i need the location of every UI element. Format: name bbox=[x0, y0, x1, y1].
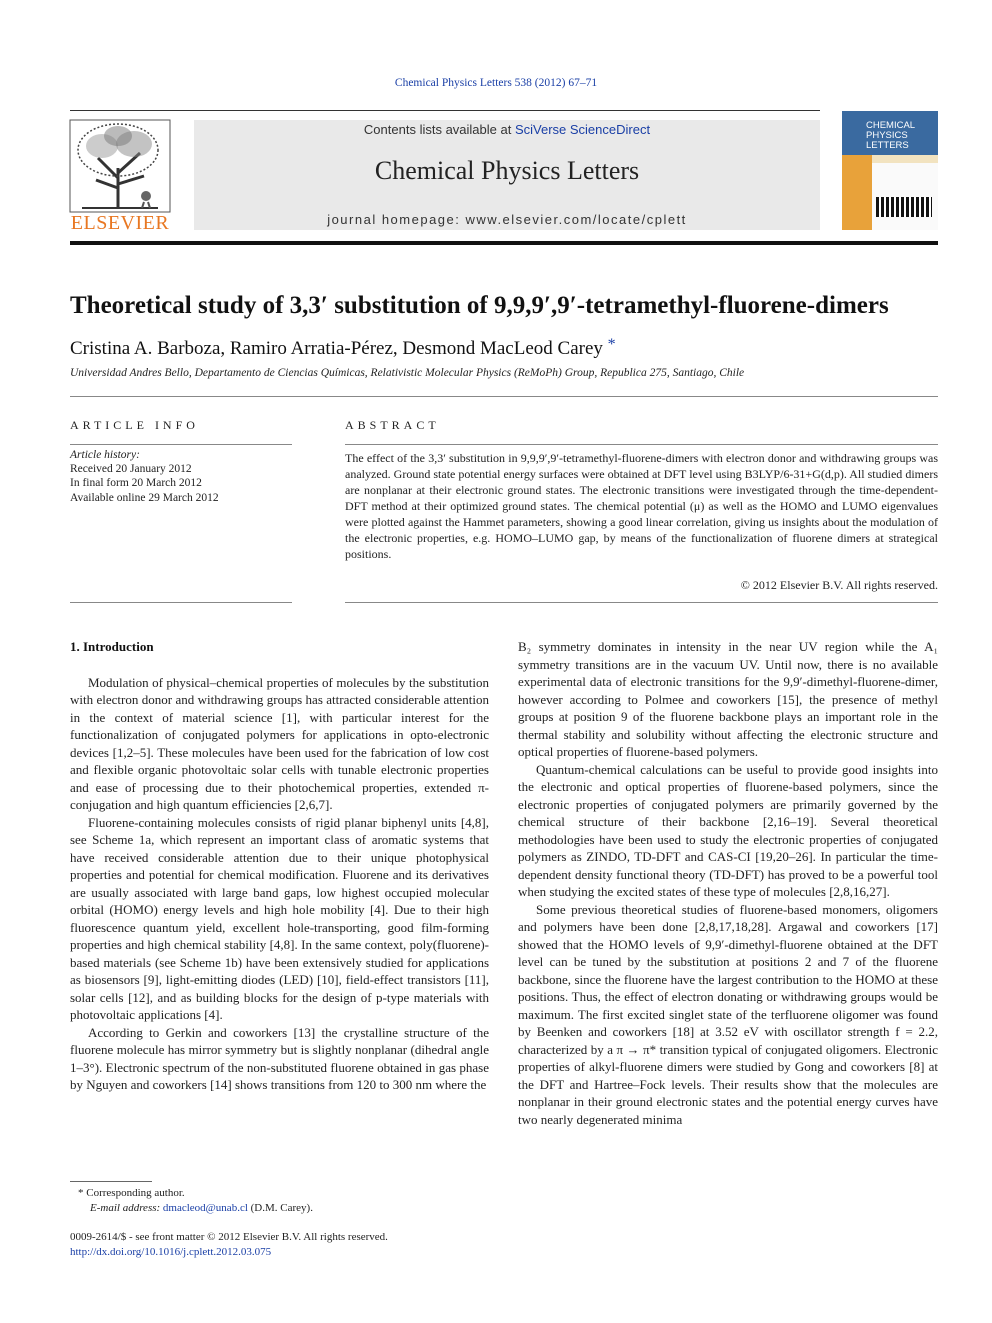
abstract-heading: ABSTRACT bbox=[345, 418, 440, 432]
abstract-rule bbox=[345, 444, 938, 445]
article-info-bottom-rule bbox=[70, 602, 292, 603]
affiliation: Universidad Andres Bello, Departamento de Ciencias Químicas, Relativistic Molecular Physics (ReMoPh) Group, Republica 275, Santiago, Chile bbox=[70, 367, 745, 379]
history-label: Article history: bbox=[70, 449, 140, 461]
body-right-column bbox=[518, 638, 938, 1128]
abstract-text: The effect of the 3,3′ substitution in 9,9,9′,9′-tetramethyl-fluorene-dimers with electron donor and withdrawing groups was analyzed. Ground state potential energy surfaces were obtained at DFT level using B3LYP/6-31+G(d,p). All studied dimers are nonplanar at their electronic ground states. The electronic transitions were investigated through the time-dependent-DFT method at their optimized ground states. The chemical potential (μ) as well as the HOMO and LUMO eigenvalues were plotted against the Hammet parameters, showing a good linear correlation, giving us insights about the modulation of the electronic properties, e.g. HOMO–LUMO gap, by means of the functionalization of fluorene dimers at strategical positions. bbox=[345, 451, 938, 561]
article-info-heading: ARTICLE INFO bbox=[70, 418, 199, 432]
cover-barcode-graphic bbox=[876, 197, 932, 217]
body-paragraph: Some previous theoretical studies of fluorene-based monomers, oligomers and polymers have been done [2,8,17,18,28]. Argawal and coworkers [17] showed that the HOMO levels of 9,9′-dimethyl-fluorene obtained at the DFT level can be tuned by the substitution at positions 2 and 7 of the fluorene backbone, since the fluorene have the largest contribution to the HOMO at these positions. Thus, the effect of electron donating or withdrawing groups would be maximum. The first excited singlet state of the terfluorene oligomer was found by Beenken and coworkers [18] at 3.52 eV with oscillator strength f = 2.2, characterized by a π → π* transition typical of conjugated oligomers. Electronic properties of alkyl-fluorene dimers were studied by Gong and coworkers [8] at the DFT and Hartree–Fock levels. Their results show that the molecules are nonplanar in their ground electronic states and the potential energy curves have two nearly degenerated minima bbox=[518, 901, 938, 1127]
cover-title-line: PHYSICS bbox=[866, 130, 908, 141]
footnote-rule bbox=[70, 1181, 152, 1182]
corresponding-author-note: * Corresponding author. bbox=[78, 1187, 185, 1199]
issn-line: 0009-2614/$ - see front matter © 2012 Elsevier B.V. All rights reserved. bbox=[70, 1231, 388, 1243]
header-thick-rule bbox=[70, 241, 938, 245]
cover-orange-band bbox=[842, 155, 872, 230]
cover-title-line: LETTERS bbox=[866, 140, 909, 151]
homepage-prefix: journal homepage: bbox=[327, 212, 466, 227]
footnotes bbox=[70, 1186, 313, 1216]
contents-line bbox=[194, 122, 820, 137]
body-paragraph: According to Gerkin and coworkers [13] the crystalline structure of the fluorene molecule has mirror symmetry but is slightly nonplanar (dihedral angle 1–3°). Electronic spectrum of the non-substituted fluorene obtained in gas phase by Nguyen and coworkers [14] shows transitions from 120 to 300 nm where the bbox=[70, 1024, 489, 1092]
contents-prefix: Contents lists available at bbox=[363, 122, 515, 137]
authors-text: Cristina A. Barboza, Ramiro Arratia-Pérez, Desmond MacLeod Carey bbox=[70, 338, 603, 359]
email-label: E-mail address: bbox=[90, 1202, 163, 1214]
article-title: Theoretical study of 3,3′ substitution of 9,9,9′,9′-tetramethyl-fluorene-dimers bbox=[70, 292, 889, 319]
body-paragraph: Fluorene-containing molecules consists of rigid planar biphenyl units [4,8], see Scheme 1a, which represent an important class of aromatic systems that have received considerable attention due to their unique photophysical properties and potential for chemical modification. Fluorene and its derivatives are usually associated with large band gaps, low highest occupied molecular orbital (HOMO) energy levels and high hole mobility [4]. Due to their high fluorescence quantum yield, excellent hole-transporting, good film-forming properties and high chemical stability [4,8]. In the same context, poly(fluorene)-based materials (see Scheme 1b) have been extensively studied for applications as biosensors [9], light-emitting diodes (LED) [10], field-effect transistors [11], solar cells [12], and as building blocks for the design of p-type materials with photovoltaic applications [4]. bbox=[70, 814, 489, 1022]
header-divider bbox=[70, 110, 820, 111]
journal-title[interactable]: Chemical Physics Letters bbox=[374, 156, 640, 185]
corresponding-author-mark[interactable]: * bbox=[607, 336, 616, 353]
journal-banner bbox=[194, 120, 820, 230]
elsevier-tree-icon bbox=[68, 118, 172, 214]
section-divider bbox=[70, 396, 938, 397]
cover-title-line: CHEMICAL bbox=[866, 120, 916, 131]
received-date: Received 20 January 2012 bbox=[70, 463, 192, 476]
journal-cover-thumbnail[interactable] bbox=[842, 111, 938, 230]
online-date: Available online 29 March 2012 bbox=[70, 491, 219, 504]
body-left-column bbox=[70, 638, 489, 1094]
email-suffix: (D.M. Carey). bbox=[247, 1202, 313, 1214]
revised-date: In final form 20 March 2012 bbox=[70, 477, 202, 490]
article-info-rule bbox=[70, 444, 292, 445]
body-paragraph: B₂ symmetry dominates in intensity in the near UV region while the A₁ symmetry transitions are in the vacuum UV. Until now, there is no available experimental data of electronic transitions for the 9,9′-dimethyl-fluorene-dimer, however according to Polmee and coworkers [15], the presence of methyl groups at position 9 of the fluorene backbone plays an important role in the thermal stability and solubility without affecting the electronic structure and optical properties of fluorene-based polymers. bbox=[518, 639, 938, 759]
homepage-link[interactable]: www.elsevier.com/locate/cplett bbox=[465, 212, 687, 227]
journal-homepage bbox=[194, 212, 820, 227]
page-footer bbox=[70, 1230, 388, 1259]
email-link[interactable]: dmacleod@unab.cl bbox=[162, 1202, 248, 1214]
journal-citation[interactable]: Chemical Physics Letters 538 (2012) 67–71 bbox=[394, 77, 598, 89]
body-paragraph: Quantum-chemical calculations can be useful to provide good insights into the electronic and optical properties of fluorene-based polymers, since the electronic properties of conjugated polymers are primarily governed by the chemical structure of their backbone [2,16–19]. Several theoretical methodologies have been used to study the electronic properties of conjugated polymers as ZINDO, TD-DFT and CAS-CI [19,20–26]. In particular the time-dependent density functional theory (TD-DFT) has proved to be a powerful tool when studying the excited states of these type of molecules [2,8,16,27]. bbox=[518, 761, 938, 899]
abstract-copyright: © 2012 Elsevier B.V. All rights reserved. bbox=[740, 578, 938, 592]
section-heading-introduction: 1. Introduction bbox=[70, 639, 154, 654]
author-list bbox=[70, 336, 616, 360]
sciencedirect-link[interactable]: SciVerse ScienceDirect bbox=[514, 122, 651, 137]
elsevier-logo[interactable] bbox=[68, 118, 172, 234]
cover-title bbox=[866, 121, 915, 151]
doi-link[interactable]: http://dx.doi.org/10.1016/j.cplett.2012.03.075 bbox=[70, 1245, 272, 1258]
article-history bbox=[70, 448, 292, 505]
email-note bbox=[70, 1201, 313, 1216]
abstract-bottom-rule bbox=[345, 602, 938, 603]
elsevier-wordmark: ELSEVIER bbox=[70, 212, 170, 234]
body-paragraph: Modulation of physical–chemical properties of molecules by the substitution with electron donor and withdrawing groups has attracted considerable attention in the context of material science [1], with particular interest for the functionalization of conjugated polymers for applications in opto-electronic devices [1,2–5]. These molecules have been used for the fabrication of low cost and flexible organic photovoltaic solar cells with tunable electronic properties and ease of processing due to their photochemical properties, extended π-conjugation and high quantum efficiencies [2,6,7]. bbox=[70, 674, 489, 812]
